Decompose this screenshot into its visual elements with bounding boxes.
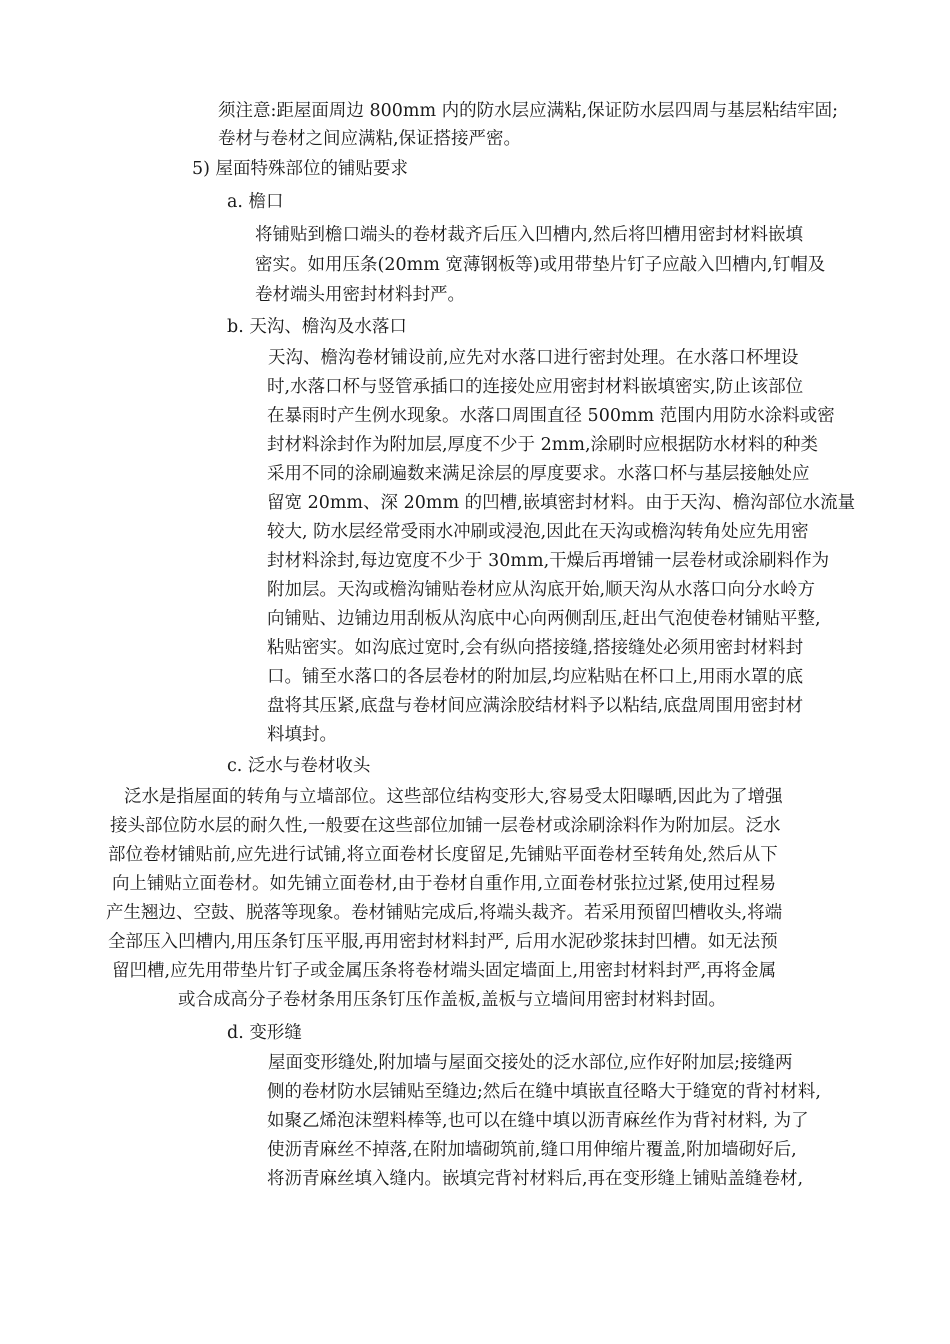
paragraph-c-line: 向上铺贴立面卷材。如先铺立面卷材,由于卷材自重作用,立面卷材张拉过紧,使用过程易 (112, 874, 777, 894)
paragraph-b-line: 封材料涂封作为附加层,厚度不少于 2mm,涂刷时应根据防水材料的种类 (267, 435, 819, 455)
subsection-heading-a: a. 檐口 (227, 192, 284, 212)
paragraph-c-line: 留凹槽,应先用带垫片钉子或金属压条将卷材端头固定墙面上,用密封材料封严,再将金属 (112, 961, 777, 981)
paragraph-b-line: 在暴雨时产生例水现象。水落口周围直径 500mm 范围内用防水涂料或密 (267, 406, 835, 426)
paragraph-c-line: 接头部位防水层的耐久性,一般要在这些部位加铺一层卷材或涂刷涂料作为附加层。泛水 (110, 816, 781, 836)
paragraph-c-line: 产生翘边、空鼓、脱落等现象。卷材铺贴完成后,将端头裁齐。若采用预留凹槽收头,将端 (106, 903, 783, 923)
paragraph-d-line: 如聚乙烯泡沫塑料棒等,也可以在缝中填以沥青麻丝作为背衬材料, 为了 (267, 1111, 809, 1131)
paragraph-a-line: 将铺贴到檐口端头的卷材裁齐后压入凹槽内,然后将凹槽用密封材料嵌填 (255, 225, 804, 245)
paragraph-b-line: 料填封。 (267, 725, 337, 745)
paragraph-b-line: 留宽 20mm、深 20mm 的凹槽,嵌填密封材料。由于天沟、檐沟部位水流量 (267, 493, 856, 513)
paragraph-c-line: 部位卷材铺贴前,应先进行试铺,将立面卷材长度留足,先铺贴平面卷材至转角处,然后从下 (108, 845, 778, 865)
paragraph-b-line: 采用不同的涂刷遍数来满足涂层的厚度要求。水落口杯与基层接触处应 (267, 464, 810, 484)
paragraph-b-line: 封材料涂封,每边宽度不少于 30mm,干燥后再增铺一层卷材或涂刷料作为 (267, 551, 830, 571)
intro-line-2: 卷材与卷材之间应满粘,保证搭接严密。 (218, 129, 522, 149)
paragraph-d-line: 使沥青麻丝不掉落,在附加墙砌筑前,缝口用伸缩片覆盖,附加墙砌好后, (267, 1140, 797, 1160)
paragraph-a-line: 卷材端头用密封材料封严。 (255, 285, 465, 305)
paragraph-c-line: 或合成高分子卷材条用压条钉压作盖板,盖板与立墙间用密封材料封固。 (178, 990, 727, 1010)
paragraph-b-line: 时,水落口杯与竖管承插口的连接处应用密封材料嵌填密实,防止该部位 (267, 377, 804, 397)
paragraph-b-line: 盘将其压紧,底盘与卷材间应满涂胶结材料予以粘结,底盘周围用密封材 (267, 696, 804, 716)
paragraph-b-line: 粘贴密实。如沟底过宽时,会有纵向搭接缝,搭接缝处必须用密封材料封 (267, 638, 804, 658)
paragraph-b-line: 向铺贴、边铺边用刮板从沟底中心向两侧刮压,赶出气泡使卷材铺贴平整, (267, 609, 821, 629)
subsection-heading-c: c. 泛水与卷材收头 (227, 756, 371, 776)
paragraph-b-line: 附加层。天沟或檐沟铺贴卷材应从沟底开始,顺天沟从水落口向分水岭方 (267, 580, 816, 600)
paragraph-d-line: 将沥青麻丝填入缝内。嵌填完背衬材料后,再在变形缝上铺贴盖缝卷材, (267, 1169, 804, 1189)
paragraph-b-line: 口。铺至水落口的各层卷材的附加层,均应粘贴在杯口上,用雨水罩的底 (267, 667, 804, 687)
paragraph-c-line: 全部压入凹槽内,用压条钉压平服,再用密封材料封严, 后用水泥砂浆抹封凹槽。如无法预 (108, 932, 778, 952)
section-heading: 5) 屋面特殊部位的铺贴要求 (192, 159, 409, 179)
paragraph-b-line: 较大, 防水层经常受雨水冲刷或浸泡,因此在天沟或檐沟转角处应先用密 (267, 522, 809, 542)
paragraph-d-line: 屋面变形缝处,附加墙与屋面交接处的泛水部位,应作好附加层;接缝两 (268, 1053, 793, 1073)
paragraph-d-line: 侧的卷材防水层铺贴至缝边;然后在缝中填嵌直径略大于缝宽的背衬材料, (267, 1082, 821, 1102)
subsection-heading-d: d. 变形缝 (227, 1023, 302, 1043)
paragraph-a-line: 密实。如用压条(20mm 宽薄钢板等)或用带垫片钉子应敲入凹槽内,钉帽及 (255, 255, 826, 275)
subsection-heading-b: b. 天沟、檐沟及水落口 (227, 317, 407, 337)
paragraph-c-line: 泛水是指屋面的转角与立墙部位。这些部位结构变形大,容易受太阳曝晒,因此为了增强 (124, 787, 783, 807)
paragraph-b-line: 天沟、檐沟卷材铺设前,应先对水落口进行密封处理。在水落口杯埋设 (268, 348, 799, 368)
intro-line-1: 须注意:距屋面周边 800mm 内的防水层应满粘,保证防水层四周与基层粘结牢固; (218, 101, 839, 121)
